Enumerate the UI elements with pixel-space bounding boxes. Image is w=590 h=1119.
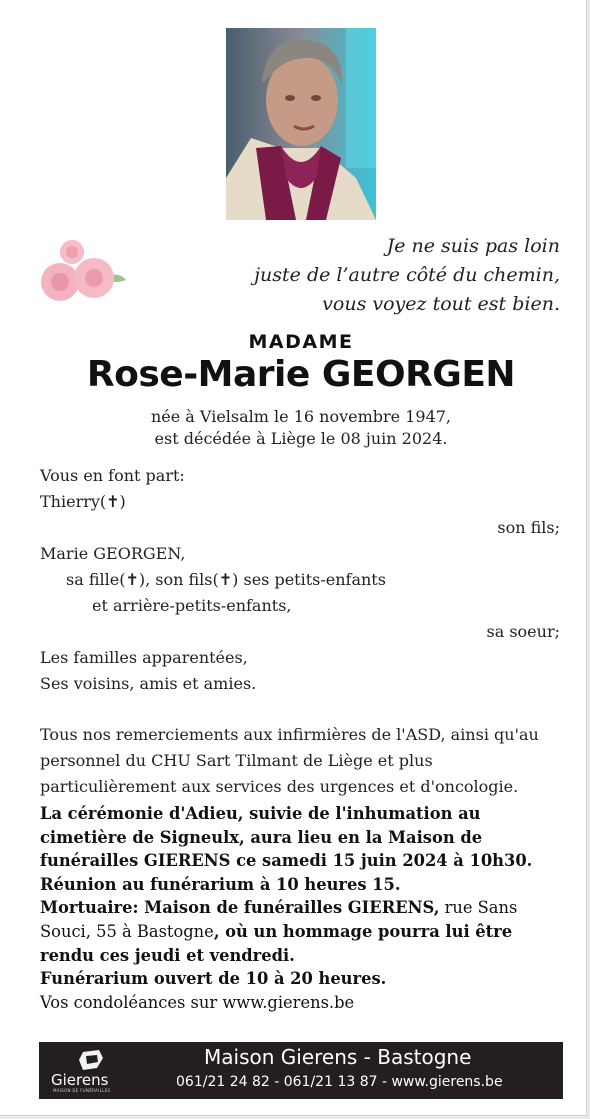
mortuary-address: rue Sans Souci, 55 à Bastogne bbox=[40, 898, 518, 941]
mortuary-tribute: , où un hommage pourra lui être rendu ces jeudi et vendredi. bbox=[40, 921, 513, 965]
mortuary-label: Mortuaire: Maison de funérailles GIERENS, bbox=[40, 898, 440, 918]
mortuary-text bbox=[40, 896, 560, 967]
birth-line: née à Vielsalm le 16 novembre 1947, bbox=[150, 407, 452, 426]
birth-death-dates bbox=[0, 406, 590, 450]
ceremony-details bbox=[40, 802, 560, 1014]
thanks-paragraph: Tous nos remerciements aux infirmières de l'ASD, ainsi qu'au personnel du CHU Sart Tilmant de Liège et plus particulièrement aux services des urgences et d'oncologie. bbox=[40, 725, 539, 796]
family-member-thierry: Thierry(✝) bbox=[40, 492, 126, 511]
family-member-marie-grandchildren: et arrière-petits-enfants, bbox=[92, 596, 292, 615]
funeral-home-banner bbox=[39, 1042, 563, 1099]
family-relatives: Les familles apparentées, bbox=[40, 648, 248, 667]
funerarium-hours: Funérarium ouvert de 10 à 20 heures. bbox=[40, 969, 387, 989]
poem-line: Je ne suis pas loin bbox=[386, 235, 560, 257]
portrait-photo bbox=[226, 28, 376, 220]
honorific: MADAME bbox=[248, 331, 354, 353]
poem-verse bbox=[254, 232, 560, 319]
family-member-marie-children: sa fille(✝), son fils(✝) ses petits-enfants bbox=[66, 570, 386, 589]
ceremony-text: La cérémonie d'Adieu, suivie de l'inhumation au cimetière de Signeulx, aura lieu en la Maison de funérailles GIERENS ce samedi 15 juin 2024 à 10h30. Réunion au funérarium à 10 heures 15. bbox=[40, 804, 533, 894]
relation-son: son fils; bbox=[497, 518, 560, 537]
poem-line: vous voyez tout est bien. bbox=[322, 293, 560, 315]
family-neighbours: Ses voisins, amis et amies. bbox=[40, 674, 257, 693]
poem-line: juste de l’autre côté du chemin, bbox=[254, 264, 560, 286]
funeral-home-name: Maison Gierens - Bastogne bbox=[204, 1045, 472, 1069]
funeral-home-contact: 061/21 24 82 - 061/21 13 87 - www.gierens.be bbox=[176, 1074, 503, 1090]
relation-sister: sa soeur; bbox=[486, 622, 560, 641]
death-line: est décédée à Liège le 08 juin 2024. bbox=[154, 429, 448, 448]
condolences-text: Vos condoléances sur www.gierens.be bbox=[40, 992, 355, 1012]
roses-decoration bbox=[38, 238, 128, 310]
logo-text: Gierens bbox=[51, 1071, 109, 1089]
deceased-name: Rose-Marie GEORGEN bbox=[86, 354, 516, 395]
logo-subtext: MAISON DE FUNÉRAILLES bbox=[53, 1088, 111, 1093]
family-intro: Vous en font part: bbox=[40, 466, 185, 485]
family-member-marie: Marie GEORGEN, bbox=[40, 544, 186, 563]
